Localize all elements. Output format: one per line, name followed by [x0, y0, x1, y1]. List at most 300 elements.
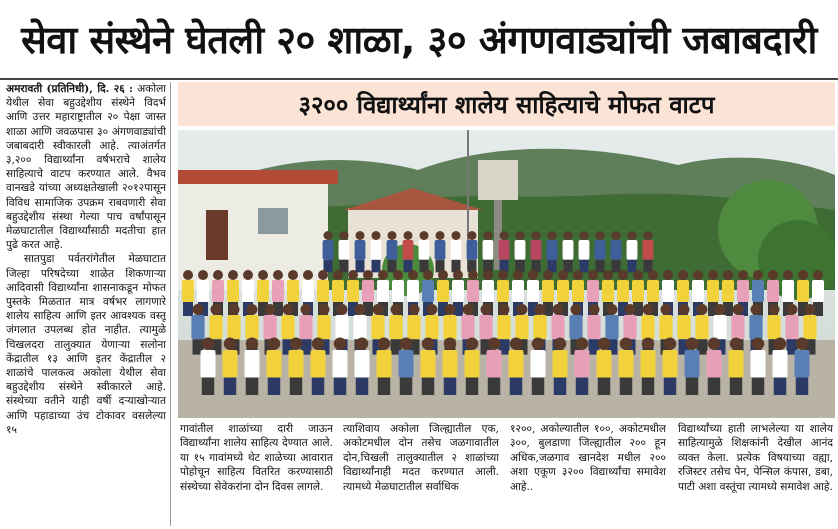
- group-photo-image: [178, 130, 835, 418]
- person-head: [444, 338, 457, 351]
- person-body: [587, 315, 600, 339]
- person-head: [644, 231, 653, 240]
- person-body: [752, 280, 764, 302]
- person-legs: [246, 378, 259, 396]
- person-legs: [378, 378, 391, 396]
- person-head: [730, 338, 743, 351]
- person-body: [569, 315, 582, 339]
- person-head: [548, 231, 557, 240]
- person-legs: [612, 260, 621, 273]
- person-head: [378, 338, 391, 351]
- person-body: [465, 350, 480, 378]
- person-head: [805, 304, 816, 315]
- person-head: [228, 270, 238, 280]
- person-head: [787, 304, 798, 315]
- person-body: [443, 315, 456, 339]
- person-body: [487, 350, 502, 378]
- person-body: [605, 315, 618, 339]
- person-body: [245, 315, 258, 339]
- person-head: [483, 270, 493, 280]
- person-body: [182, 280, 194, 302]
- person-head: [202, 338, 215, 351]
- person-head: [708, 270, 718, 280]
- person-head: [513, 270, 523, 280]
- person-body: [729, 350, 744, 378]
- person-body: [272, 280, 284, 302]
- person-head: [488, 338, 501, 351]
- person-head: [753, 270, 763, 280]
- person-head: [589, 304, 600, 315]
- person-body: [547, 240, 558, 260]
- person-body: [773, 350, 788, 378]
- person-body: [355, 240, 366, 260]
- person-head: [400, 338, 413, 351]
- person-head: [356, 338, 369, 351]
- subheadline-banner: [178, 82, 835, 126]
- person-body: [531, 350, 546, 378]
- person-body: [527, 280, 539, 302]
- person-head: [420, 231, 429, 240]
- person-head: [333, 270, 343, 280]
- bottom-column-1: [180, 422, 333, 528]
- person-body: [377, 350, 392, 378]
- person-head: [229, 304, 240, 315]
- person-head: [554, 338, 567, 351]
- person-body: [767, 315, 780, 339]
- person-legs: [752, 378, 765, 396]
- person-head: [517, 304, 528, 315]
- person-body: [579, 240, 590, 260]
- person-body: [685, 350, 700, 378]
- person-body: [597, 350, 612, 378]
- person-legs: [642, 378, 655, 396]
- person-body: [347, 280, 359, 302]
- person-legs: [268, 378, 281, 396]
- bottom-paragraph-4: विद्यार्थ्यांच्या हाती लाभलेल्या या शालेय साहित्यामुळे शिक्षकांनी देखील आनंद व्यक्त केला. प्रत्येक विषयाच्या वह्या, रजिस्टर तसेच पेन, पेन्सिल कंपास, डबा, पाटी अशा वस्तूंचा त्यामध्ये समावेश आहे.: [678, 423, 833, 493]
- person-body: [623, 315, 636, 339]
- school-door: [206, 210, 228, 260]
- person-head: [372, 231, 381, 240]
- person-head: [312, 338, 325, 351]
- person-body: [587, 280, 599, 302]
- person-body: [419, 240, 430, 260]
- person-legs: [340, 260, 349, 273]
- person-head: [198, 270, 208, 280]
- bottom-column-2: [343, 422, 499, 528]
- person-head: [738, 270, 748, 280]
- person-legs: [686, 378, 699, 396]
- person-body: [677, 280, 689, 302]
- person-body: [632, 280, 644, 302]
- person-head: [576, 338, 589, 351]
- person-head: [543, 270, 553, 280]
- person-head: [268, 338, 281, 351]
- bottom-paragraph-2: त्याशिवाय अकोला जिल्ह्यातील एक, अकोटमधील दोन तसेच जळगावातील दोन,चिखली तालुक्यातील २ शाळांच्या विद्यार्थ्यांनाही मदत करण्यात आली. त्यामध्ये मेळघाटातील सर्वाधिक: [343, 423, 499, 493]
- person-head: [751, 304, 762, 315]
- bottom-paragraph-1: गावांतील शाळांच्या दारी जाऊन विद्यार्थ्यांना शालेय साहित्य देण्यात आले. या १५ गावांमध्ये थेट शाळेच्या आवारात पोहोचून साहित्य वितरित करण्यासाठी संस्थेच्या सेवेकरांना दोन दिवस लागले.: [180, 423, 333, 493]
- person-head: [558, 270, 568, 280]
- person-head: [768, 270, 778, 280]
- person-legs: [576, 378, 589, 396]
- person-head: [324, 231, 333, 240]
- person-head: [620, 338, 633, 351]
- person-body: [662, 280, 674, 302]
- person-head: [588, 270, 598, 280]
- person-legs: [400, 378, 413, 396]
- person-body: [223, 350, 238, 378]
- person-head: [798, 270, 808, 280]
- person-legs: [334, 378, 347, 396]
- person-body: [533, 315, 546, 339]
- person-body: [332, 280, 344, 302]
- person-body: [267, 350, 282, 378]
- person-head: [528, 270, 538, 280]
- person-legs: [466, 378, 479, 396]
- person-body: [557, 280, 569, 302]
- person-head: [258, 270, 268, 280]
- person-head: [452, 231, 461, 240]
- person-legs: [372, 260, 381, 273]
- person-body: [749, 315, 762, 339]
- person-body: [531, 240, 542, 260]
- person-head: [393, 270, 403, 280]
- person-legs: [664, 378, 677, 396]
- person-body: [281, 315, 294, 339]
- person-body: [209, 315, 222, 339]
- person-body: [627, 240, 638, 260]
- person-body: [663, 350, 678, 378]
- person-head: [813, 270, 823, 280]
- person-body: [227, 315, 240, 339]
- subheadline: ३२०० विद्यार्थ्यांना शालेय साहित्याचे मोफत वाटप: [298, 90, 715, 119]
- person-head: [303, 270, 313, 280]
- person-head: [500, 231, 509, 240]
- person-head: [678, 270, 688, 280]
- person-body: [311, 350, 326, 378]
- person-head: [211, 304, 222, 315]
- person-body: [497, 280, 509, 302]
- person-head: [356, 231, 365, 240]
- person-body: [299, 315, 312, 339]
- person-head: [224, 338, 237, 351]
- person-head: [391, 304, 402, 315]
- person-body: [467, 240, 478, 260]
- person-head: [183, 270, 193, 280]
- person-legs: [598, 378, 611, 396]
- water-tank: [478, 160, 518, 200]
- person-head: [571, 304, 582, 315]
- headline-block: [0, 0, 838, 78]
- person-body: [611, 240, 622, 260]
- person-head: [532, 231, 541, 240]
- person-body: [362, 280, 374, 302]
- person-legs: [444, 378, 457, 396]
- person-legs: [596, 260, 605, 273]
- person-body: [333, 350, 348, 378]
- person-head: [752, 338, 765, 351]
- person-head: [436, 231, 445, 240]
- headline-rule: [0, 78, 838, 80]
- person-body: [483, 240, 494, 260]
- person-head: [516, 231, 525, 240]
- person-body: [451, 240, 462, 260]
- person-body: [371, 240, 382, 260]
- person-head: [643, 304, 654, 315]
- bottom-column-4: [678, 422, 833, 528]
- left-paragraph-2: सातपुडा पर्वतरांगेतील मेळघाटात जिल्हा परिषदेच्या शाळेत शिकणाऱ्या आदिवासी विद्यार्थ्यांना शासनाकडून मोफत पुस्तके मिळतात मात्र वर्षभर लागणारे शालेय साहित्य आणि इतर आवश्यक वस्तू जंगलात उपलब्ध होत नाहीत. त्यामुळे चिखलदरा तालुक्यात येणाऱ्या सलोना केंद्रातील १३ आणि इतर केंद्रातील २ शाळांचे पालकत्व अकोला येथील सेवा बहुउद्देशीय संस्थेने स्वीकारले आहे. संस्थेच्या वतीने याही वर्षी दऱ्याखोऱ्यात आणि पहाडाच्या उंच टोकावर वसलेल्या १५: [6, 253, 166, 436]
- person-head: [265, 304, 276, 315]
- person-head: [453, 270, 463, 280]
- person-body: [572, 280, 584, 302]
- person-body: [392, 280, 404, 302]
- person-head: [603, 270, 613, 280]
- person-head: [733, 304, 744, 315]
- person-body: [575, 350, 590, 378]
- person-body: [399, 350, 414, 378]
- person-head: [532, 338, 545, 351]
- person-legs: [708, 378, 721, 396]
- person-head: [596, 231, 605, 240]
- person-head: [510, 338, 523, 351]
- person-body: [435, 240, 446, 260]
- person-body: [242, 280, 254, 302]
- person-head: [553, 304, 564, 315]
- person-body: [782, 280, 794, 302]
- person-legs: [510, 378, 523, 396]
- person-head: [468, 270, 478, 280]
- person-body: [227, 280, 239, 302]
- person-body: [452, 280, 464, 302]
- person-body: [751, 350, 766, 378]
- person-body: [317, 280, 329, 302]
- person-head: [318, 270, 328, 280]
- person-body: [467, 280, 479, 302]
- person-head: [378, 270, 388, 280]
- person-head: [498, 270, 508, 280]
- person-body: [737, 280, 749, 302]
- person-head: [633, 270, 643, 280]
- person-legs: [620, 378, 633, 396]
- person-body: [617, 280, 629, 302]
- person-head: [348, 270, 358, 280]
- person-head: [693, 270, 703, 280]
- person-body: [509, 350, 524, 378]
- person-body: [479, 315, 492, 339]
- person-body: [421, 350, 436, 378]
- person-head: [484, 231, 493, 240]
- person-legs: [224, 378, 237, 396]
- person-body: [339, 240, 350, 260]
- person-body: [422, 280, 434, 302]
- person-head: [288, 270, 298, 280]
- person-head: [438, 270, 448, 280]
- person-body: [515, 315, 528, 339]
- person-body: [257, 280, 269, 302]
- person-body: [425, 315, 438, 339]
- person-head: [243, 270, 253, 280]
- person-head: [580, 231, 589, 240]
- person-body: [602, 280, 614, 302]
- person-head: [774, 338, 787, 351]
- person-body: [767, 280, 779, 302]
- person-head: [246, 338, 259, 351]
- person-body: [692, 280, 704, 302]
- person-body: [371, 315, 384, 339]
- person-head: [463, 304, 474, 315]
- person-body: [263, 315, 276, 339]
- person-head: [625, 304, 636, 315]
- person-body: [191, 315, 204, 339]
- person-body: [461, 315, 474, 339]
- person-legs: [290, 378, 303, 396]
- person-head: [686, 338, 699, 351]
- person-head: [283, 304, 294, 315]
- person-legs: [312, 378, 325, 396]
- person-body: [387, 240, 398, 260]
- person-body: [201, 350, 216, 378]
- person-body: [795, 350, 810, 378]
- person-body: [407, 280, 419, 302]
- person-head: [679, 304, 690, 315]
- person-head: [319, 304, 330, 315]
- person-head: [422, 338, 435, 351]
- left-paragraph-1-text: अकोला येथील सेवा बहुउद्देशीय संस्थेने विदर्भ आणि उत्तर महाराष्ट्रातील २० पेक्षा जास्त शाळा आणि जवळपास ३० अंगणवाड्यांची जबाबदारी स्वीकारली आहे. त्याअंतर्गत ३,२०० विद्यार्थ्यांना वर्षभराचे शालेय साहित्याचे वाटप करण्यात आले. वैभव वानखडे यांच्या अध्यक्षतेखाली २०१२पासून विविध सामाजिक उपक्रम राबवणारी सेवा बहुउद्देशीय संस्था गेल्या पाच वर्षांपासून मेळघाटातील विद्यार्थ्यांसाठी मदतीचा हात पुढे करत आहे.: [6, 83, 166, 252]
- person-body: [197, 280, 209, 302]
- person-head: [468, 231, 477, 240]
- person-head: [466, 338, 479, 351]
- person-head: [796, 338, 809, 351]
- person-body: [389, 315, 402, 339]
- person-head: [664, 338, 677, 351]
- person-body: [677, 315, 690, 339]
- person-head: [388, 231, 397, 240]
- person-body: [403, 240, 414, 260]
- person-head: [193, 304, 204, 315]
- person-head: [783, 270, 793, 280]
- person-head: [618, 270, 628, 280]
- person-body: [553, 350, 568, 378]
- person-head: [598, 338, 611, 351]
- person-legs: [422, 378, 435, 396]
- person-body: [335, 315, 348, 339]
- person-body: [287, 280, 299, 302]
- person-head: [337, 304, 348, 315]
- person-body: [323, 240, 334, 260]
- person-head: [573, 270, 583, 280]
- person-head: [409, 304, 420, 315]
- person-head: [628, 231, 637, 240]
- person-body: [803, 315, 816, 339]
- person-body: [707, 280, 719, 302]
- person-body: [563, 240, 574, 260]
- person-body: [542, 280, 554, 302]
- person-head: [663, 270, 673, 280]
- person-body: [482, 280, 494, 302]
- person-body: [647, 280, 659, 302]
- person-legs: [774, 378, 787, 396]
- bottom-column-3: [510, 422, 666, 528]
- person-head: [373, 304, 384, 315]
- person-body: [595, 240, 606, 260]
- person-body: [377, 280, 389, 302]
- person-head: [340, 231, 349, 240]
- bottom-paragraph-3: १२००, अकोल्यातील १००, अकोटमधील ३००, बुलडाणा जिल्ह्यातील २०० हून अधिक,जळगाव खानदेश मधील २०० अशा एकूण ३२०० विद्यार्थ्यांचा समावेश आहे..: [510, 423, 666, 493]
- person-body: [619, 350, 634, 378]
- person-body: [641, 350, 656, 378]
- person-head: [499, 304, 510, 315]
- person-legs: [532, 378, 545, 396]
- person-legs: [183, 302, 193, 316]
- person-body: [515, 240, 526, 260]
- person-body: [353, 315, 366, 339]
- person-head: [445, 304, 456, 315]
- left-column: [6, 82, 166, 528]
- person-legs: [628, 260, 637, 273]
- person-body: [797, 280, 809, 302]
- person-body: [551, 315, 564, 339]
- person-legs: [356, 378, 369, 396]
- person-body: [443, 350, 458, 378]
- person-body: [407, 315, 420, 339]
- column-divider: [170, 82, 171, 526]
- person-body: [497, 315, 510, 339]
- person-body: [659, 315, 672, 339]
- person-head: [290, 338, 303, 351]
- person-head: [247, 304, 258, 315]
- person-body: [355, 350, 370, 378]
- person-legs: [388, 260, 397, 273]
- person-head: [607, 304, 618, 315]
- person-body: [713, 315, 726, 339]
- group-photo: [178, 130, 835, 418]
- person-head: [769, 304, 780, 315]
- person-legs: [796, 378, 809, 396]
- person-body: [785, 315, 798, 339]
- person-body: [317, 315, 330, 339]
- person-body: [695, 315, 708, 339]
- person-head: [715, 304, 726, 315]
- person-body: [245, 350, 260, 378]
- person-head: [535, 304, 546, 315]
- person-head: [612, 231, 621, 240]
- person-body: [812, 280, 824, 302]
- person-legs: [488, 378, 501, 396]
- dateline: अमरावती (प्रतिनिधी), दि. २६ :: [6, 83, 134, 95]
- person-body: [212, 280, 224, 302]
- person-head: [427, 304, 438, 315]
- person-head: [697, 304, 708, 315]
- person-head: [404, 231, 413, 240]
- person-head: [408, 270, 418, 280]
- person-body: [722, 280, 734, 302]
- person-body: [437, 280, 449, 302]
- school-roof: [178, 170, 338, 184]
- person-body: [643, 240, 654, 260]
- person-legs: [554, 378, 567, 396]
- person-head: [723, 270, 733, 280]
- person-head: [301, 304, 312, 315]
- person-head: [334, 338, 347, 351]
- person-head: [213, 270, 223, 280]
- headline: सेवा संस्थेने घेतली २० शाळा, ३० अंगणवाड्यांची जबाबदारी: [21, 18, 817, 62]
- person-head: [481, 304, 492, 315]
- left-paragraph-1: [6, 82, 166, 252]
- person-legs: [202, 378, 215, 396]
- school-window: [258, 208, 288, 234]
- person-legs: [356, 260, 365, 273]
- person-head: [273, 270, 283, 280]
- person-body: [289, 350, 304, 378]
